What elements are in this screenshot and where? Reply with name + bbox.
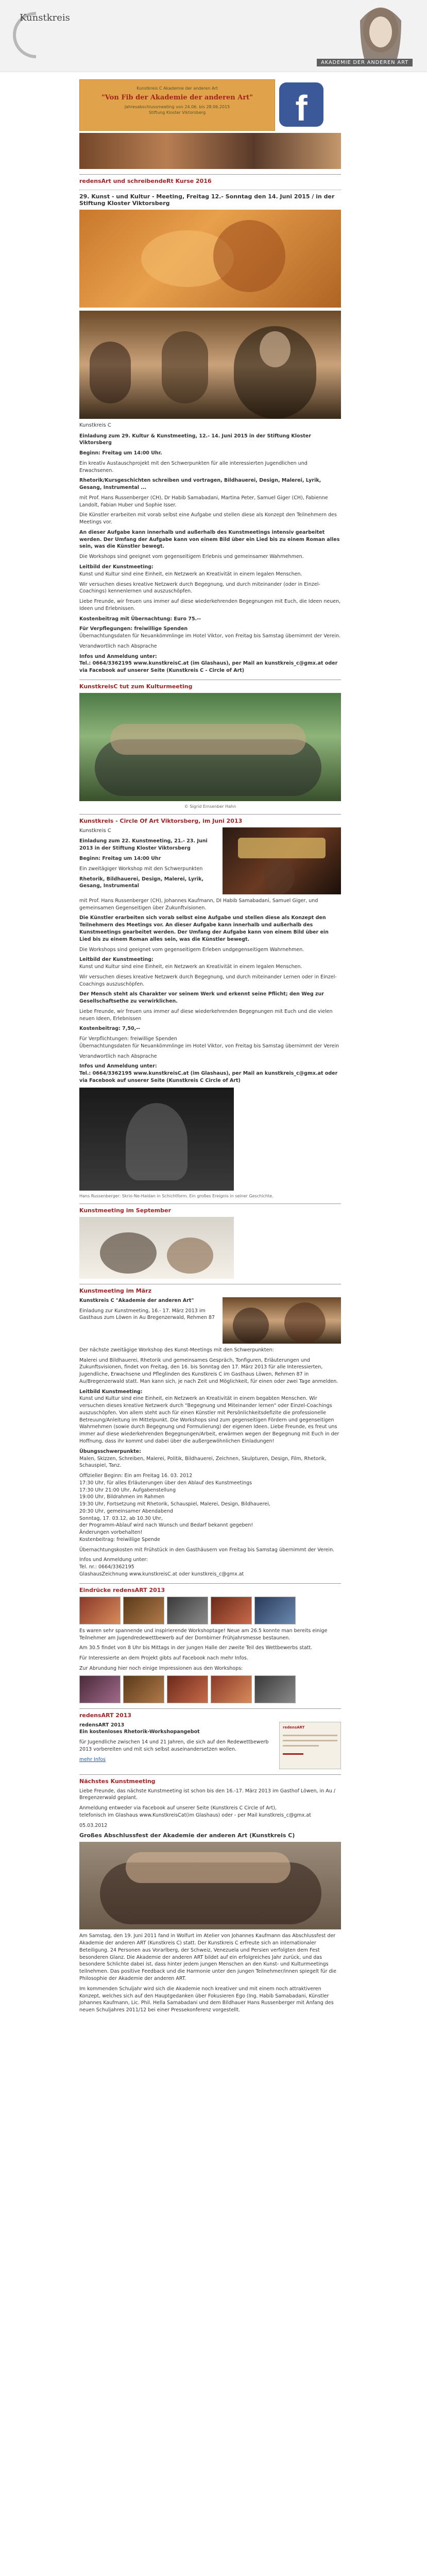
header-portrait <box>324 0 417 67</box>
photo-meeting-participants <box>79 311 341 419</box>
banner-photo-strip <box>79 133 341 169</box>
section-3-p8: Der Mensch steht als Charakter vor seinem Werk und erkennt seine Pflicht; den Weg zur Gesellschaftsethe zu verwirklichen. <box>79 991 324 1005</box>
section-3-p14-label: Infos und Anmeldung unter: <box>79 1063 157 1070</box>
thumbnail-row-2 <box>79 1675 341 1703</box>
section-1-p9: Liebe Freunde, wir freuen uns immer auf diese wiederkehrenden Begegnungen mit Euch, die Ideen neuen, Ideen und Erlebnissen. <box>79 599 341 612</box>
section-5-text <box>79 1297 218 1325</box>
section-3-p4: Die Künstler erarbeiten sich vorab selbst eine Aufgabe und stellen diese als Konzept den Teilnehmern des Meetings vor. An dieser Aufgabe kann innerhalb und außerhalb des Kunstmeetings gearbeitet werden. Der Umfang der Aufgabe kann von einem Bild über ein Lied bis zu einem Roman alles sein, was die Künstler bewegt. <box>79 915 329 942</box>
thumbnail-image[interactable] <box>167 1597 208 1624</box>
section-3-p3: mit Prof. Hans Russenberger (CH), Johannes Kaufmann, DI Habib Samabadani, Samuel Giger, und gemeinsamen Gegenseitigen über Zukunftvisionen. <box>79 897 318 911</box>
more-info-link[interactable]: mehr Infos <box>79 1756 106 1762</box>
divider <box>79 814 341 815</box>
brand-name[interactable]: Kunstkreis <box>20 12 70 23</box>
thumbnail-image[interactable] <box>254 1597 296 1624</box>
thumbnail-image[interactable] <box>79 1597 121 1624</box>
section-3-contact[interactable]: Tel.: 0664/3362195 www.kunstkreisC.at (im Glashaus), per Mail an kunstkreis_c@gmx.at oder via Facebook auf unserer Seite (Kunstkreis C Circle of Art) <box>79 1071 338 1084</box>
section-6-p4: Zur Abrundung hier noch einige Impressionen aus den Workshops: <box>79 1665 243 1671</box>
section-5-photo-wrap <box>223 1297 341 1347</box>
section-5-p4: Malen, Skizzen, Schreiben, Malerei, Politik, Bildhauerei, Zeichnen, Skulpturen, Design, Film, Rhetorik, Schauspiel, Tanz. <box>79 1455 327 1469</box>
section-3-p6-label: Leitbild der Kunstmeeting: <box>79 957 153 963</box>
thumbnail-image[interactable] <box>123 1597 164 1624</box>
main-content <box>79 77 341 2017</box>
facebook-icon[interactable]: f <box>279 82 323 127</box>
thumbnail-image[interactable] <box>211 1597 252 1624</box>
section-5-p2: Malerei und Bildhauerei, Rhetorik und gemeinsames Gespräch, Tonfiguren, Erläuterungen und Zukunftsvisionen, findet von Freitag, den 16. bis Sonntag den 17. März 2013 für alle Interessierten, Jugendliche, Erwachsene und Pfleglinden des Kunstkreis C im Gasthaus Löwen, Rehmen 87 in Au/Bregenzerwald statt. Man kann sich, je nach Zeit und Möglichkeit, für einen oder zwei Tage anmelden. <box>79 1357 338 1384</box>
thumbnail-image[interactable] <box>211 1675 252 1703</box>
thumbnail-image[interactable] <box>254 1675 296 1703</box>
section-3-p7: Wir versuchen dieses kreative Netzwerk durch Begegnung, und durch miteinander Lernen oder in Einzel-Coachings auszuschöpfen. <box>79 974 337 987</box>
section-3-p2: Rhetorik, Bildhauerei, Design, Malerei, Lyrik, Gesang, Instrumental <box>79 876 204 889</box>
section-5-p5: Offizieller Beginn: Ein am Freitag 16. 03. 2012 17:30 Uhr, für alles Erläuterungen über den Ablauf des Kunstmeetings 17:30 Uhr 21:00 Uhr, Aufgabenstellung 19:00 Uhr, Bildrahmen im Rahmen 19:30 Uhr, Fortsetzung mit Rhetorik, Schauspiel, Malerei, Design, Bildhauerei, 20:30 Uhr, gemeinsamer Abendabend Sonntag, 17. 03.12, ab 10.30 Uhr, der Programm-Ablauf wird nach Wunsch und Bedarf bekannt gegeben! Änderungen vorbehalten! Kostenbeitrag: freiwillige Spende <box>79 1473 270 1543</box>
photo-workshop-table <box>79 1217 234 1279</box>
section-5-p6: Übernachtungskosten mit Frühstück in den Gasthäusern von Freitag bis Samstag übernimmt der Verein. <box>79 1547 335 1553</box>
section-1-p7-label: Leitbild der Kunstmeeting: <box>79 564 153 570</box>
section-title-abschlussfest[interactable]: Großes Abschlussfest der Akademie der anderen Art (Kunstkreis C) <box>79 1832 295 1839</box>
divider <box>79 1583 341 1584</box>
section-6-p2: Am 30.5 findet von 8 Uhr bis Mittags in der jungen Halle der zweite Teil des Wettbewerbs statt. <box>79 1645 313 1651</box>
section-1-p3: mit Prof. Hans Russenberger (CH), Dr Habib Samabadani, Martina Peter, Samuel Giger (CH), Fabienne Landolt, Fabian Huber und Sophie Isser. <box>79 495 328 508</box>
section-title-maerz[interactable]: Kunstmeeting im März <box>79 1287 152 1294</box>
site-header <box>0 0 427 72</box>
section-8-p3[interactable]: telefonisch im Glashaus www.KunstkreisCat(im Glashaus) oder - per Mail kunstkreis_c@gmx.at <box>79 1812 311 1818</box>
poster-line <box>283 1735 337 1736</box>
section-1-p8: Wir versuchen dieses kreative Netzwerk durch Begegnung, und durch miteinander (oder in Einzel-Coachings) kennenlernen und auszuschöpfen. <box>79 581 320 595</box>
section-title-kurse-2016[interactable]: redensArt und schreibendeRt Kurse 2016 <box>79 178 212 184</box>
section-7-body <box>79 1722 341 1769</box>
photo-caption: Hans Russenberger: Skrio-Ne-Haldan in Schichtform. Ein großes Ereignis in seiner Geschichte. <box>79 1193 274 1198</box>
section-1-p10: Kostenbeitrag mit Übernachtung: Euro 75.-- <box>79 616 201 622</box>
section-3-p1: Ein zweitägiger Workshop mit den Schwerpunkten <box>79 866 203 872</box>
banner-poster <box>79 79 275 131</box>
section-5-p1: Der nächste zweitägige Workshop des Kunst-Meetings mit den Schwerpunkten: <box>79 1347 274 1353</box>
banner-dates: Jahresabschlussmeeting von 24.06. bis 28.06.2015 <box>124 105 230 109</box>
section-6-p1: Es waren sehr spannende und inspirierende Workshoptage! Neue am 26.5 konnte man bereits einige Teilnehmer am Jugendredewettbewerb auf der Dornbirner Frühjahrsmesse bestaunen. <box>79 1628 328 1641</box>
section-title-naechstes[interactable]: Nächstes Kunstmeeting <box>79 1777 156 1785</box>
section-7-p1: redensART 2013 <box>79 1722 125 1728</box>
photo-sculpture-dark <box>79 1088 234 1191</box>
section-9-p2: Im kommenden Schuljahr wird sich die Akademie noch kreativer und mit einem noch attraktiveren Konzept, welches sich auf den Hauptgedanken über Fokusieren Ego (Ing. Habib Samabadani, Künstler Johannes Kaufmann, Lic. Phil. Hella Samabadani und dem Bildhauer Hans Russenberger mit Anfang des neuen Schuljahres 2011/12 bei einer Pressekonferenz vorgestellt. <box>79 1986 334 2013</box>
section-5-label: Kunstkreis C "Akademie der anderen Art" <box>79 1297 194 1303</box>
banner-title: "Von Fib der Akademie der anderen Art" <box>101 94 253 101</box>
section-1-p2: Rhetorik/Kursgeschichten schreiben und vortragen, Bildhauerei, Design, Malerei, Lyrik, Gesang, Instrumental ... <box>79 478 321 491</box>
section-5-p4-label: Übungsschwerpunkte: <box>79 1448 141 1454</box>
thumbnail-image[interactable] <box>167 1675 208 1703</box>
divider <box>79 1774 341 1775</box>
section-5-p3-label: Leitbild Kunstmeeting: <box>79 1388 143 1395</box>
section-9-p1: Am Samstag, den 19. Juni 2011 fand in Wolfurt im Atelier von Johannes Kaufmann das Abschlussfest der Akademie der anderen ART (Kunstkreis C) statt. Der Kunstkreis C erfreute sich an internationaler Beteiligung. 24 Personen aus Vorarlberg, der Schweiz, Venezuela und Persien verfolgten dem Fest besonderen Glanz. Die Akademie der anderen ART bildet auf ein erfolgreiches Jahr zurück, und das besondere Schlichte dabei ist, dass hinter jedem jungen Menschen an den Kunst- und Kulturmeetings teilnehmen. Das positive Feedback und die Harmonie unter den jungen Teilnehmer/innen spiegelt für die Philosophie der Akademie der anderen ART. <box>79 1933 337 1981</box>
section-3-p6: Kunst und Kultur sind eine Einheit, ein Netzwerk an Kreativität in einem legalen Menschen. <box>79 964 302 970</box>
section-title-eindruecke[interactable]: Eindrücke redensART 2013 <box>79 1586 165 1594</box>
section-5-contact[interactable]: Infos und Anmeldung unter: Tel. nr.: 0664/3362195 GlashausZeichnung www.kunstkreisC.at oder kunstkreis_c@gmx.at <box>79 1557 244 1577</box>
redensart-poster[interactable] <box>279 1722 341 1769</box>
section-3-photo-wrap <box>223 827 341 897</box>
section-1-p7: Kunst und Kultur sind eine Einheit, ein Netzwerk an Kreativität in einem legalen Menschen. <box>79 571 302 577</box>
section-heading-meeting-2015: 29. Kunst - und Kultur - Meeting, Freitag 12.- Sonntag den 14. Juni 2015 / in der Stiftung Kloster Viktorsberg <box>79 193 335 207</box>
section-8-p1: Liebe Freunde, das nächste Kunstmeeting ist schon bis den 16.-17. März 2013 im Gasthof Löwen, in Au / Bregenzerwald geplant. <box>79 1788 335 1801</box>
section-8-p2: Anmeldung entweder via Facebook auf unserer Seite (Kunstkreis C Circle of Art), <box>79 1805 277 1811</box>
section-5-row <box>79 1297 341 1347</box>
section-3-intro: Einladung zum 22. Kunstmeeting, 21.- 23. Juni 2013 in der Stiftung Kloster Viktorsberg <box>79 838 208 852</box>
section-title-circle-of-art-2013[interactable]: Kunstkreis - Circle Of Art Viktorsberg, im Juni 2013 <box>79 817 243 824</box>
photo-march-meeting <box>223 1297 341 1344</box>
section-1-p13: Verandwortlich nach Absprache <box>79 643 157 649</box>
photo-caption: © Sigrid Ernsenber Hahn <box>184 804 236 809</box>
section-3-begin: Beginn: Freitag um 14:00 Uhr <box>79 855 161 861</box>
section-title-september[interactable]: Kunstmeeting im September <box>79 1207 172 1214</box>
section-3-p12: Übernachtungsdaten für Neuankömmlinge im Hotel Viktor, von Freitag bis Samstag übernimmt der Verein <box>79 1043 339 1049</box>
section-3-p11: Für Verpflichtungen: freiwillige Spenden <box>79 1036 177 1042</box>
poster-title: redensART <box>283 1725 305 1730</box>
divider <box>79 1708 341 1709</box>
photo-abschlussfest <box>79 1842 341 1929</box>
site-tagline: AKADEMIE DER ANDEREN ART <box>317 59 413 66</box>
section-1-begin: Beginn: Freitag um 14:00 Uhr. <box>79 450 162 456</box>
poster-line <box>283 1745 319 1747</box>
section-1-p12: Übernachtungsdaten für Neuankömmlinge im Hotel Viktor, von Freitag bis Samstag übernimmt der Verein. <box>79 633 341 639</box>
section-1-label: Kunstkreis C <box>79 422 111 428</box>
banner-location: Stiftung Kloster Viktorsberg <box>148 110 206 115</box>
section-1-p4: Die Künstler erarbeiten mit vorab selbst eine Aufgabe und stellen diese als Konzept den Teilnehmern des Meetings vor. <box>79 512 337 526</box>
section-title-kulturmeeting[interactable]: KunstkreisC tut zum Kulturmeeting <box>79 683 193 690</box>
section-5-intro: Einladung zur Kunstmeeting, 16.- 17. März 2013 im Gasthaus zum Löwen in Au Bregenzerwald, Rehmen 87 <box>79 1308 215 1321</box>
section-3-p13: Verandwortlich nach Absprache <box>79 1053 157 1059</box>
section-1-p5: An dieser Aufgabe kann innerhalb und außerhalb des Kunstmeetings intensiv gearbeitet werden. Der Umfang der Aufgabe kann von einem Bild über ein Lied bis zu einem Roman alles sein, was die Künstler bewegt. <box>79 529 340 550</box>
section-1-p11: Für Verpflegungen: freiwillige Spenden <box>79 626 188 632</box>
section-1-p6: Die Workshops sind geeignet vom gegenseitigem Erlebnis und gemeinsamer Wahrnehmen. <box>79 554 304 560</box>
banner-line-1: Kunstkreis C Akademie der anderen Art <box>136 86 218 91</box>
section-1-intro: Einladung zum 29. Kultur & Kunstmeeting, 12.- 14. Juni 2015 in der Stiftung Kloster Viktorsberg <box>79 433 311 446</box>
photo-stage-performance <box>223 827 341 894</box>
photo-sculpture-closeup <box>79 210 341 308</box>
section-8-date: 05.03.2012 <box>79 1822 108 1828</box>
section-1-p14-label: Infos und Anmeldung unter: <box>79 653 157 659</box>
section-5-p3: Kunst und Kultur sind eine Einheit, ein Netzwerk an Kreativität in einem begabten Menschen. Wir versuchen dieses kreative Netzwerk durch "Begegnung und Miteinander lernen" oder Einzel-Coachings auszuschöpfen. Von allem steht auch für einen Künstler mit Persönlichkeitsdefizite die professionelle Betreuung/Anleitung im Mittelpunkt. Die Workshops sind zum gegenseitigen Fördern und gegenseitigen Wahrnehmen (sowie durch Begegnung und Formulierung) der eigenen Ideen. Liebe Freunde, es freut uns immer auf diese wiederkehrenden Begegnungen/Arbeit, erwärmen wegen der Begegnung mit Euch in der Hoffnung, dass ihr kommt und dabei über die außergewöhnlichen Einladungen! <box>79 1396 339 1444</box>
section-7-p2: Ein kostenloses Rhetorik-Workshopangebot <box>79 1729 200 1735</box>
section-3-p5: Die Workshops sind geeignet vom gegenseitigem Erleben undgegenseitigem Wahrnehmen. <box>79 946 304 953</box>
thumbnail-image[interactable] <box>79 1675 121 1703</box>
section-3-row <box>79 827 341 897</box>
section-title-redensart-2013[interactable]: redensART 2013 <box>79 1711 132 1719</box>
section-3-text <box>79 827 218 893</box>
thumbnail-row-1 <box>79 1597 341 1624</box>
thumbnail-image[interactable] <box>123 1675 164 1703</box>
section-3-label: Kunstkreis C <box>79 827 111 834</box>
section-3-p9: Liebe Freunde, wir freuen uns immer auf diese wiederkehrenden Begegnungen mit Euch und die vielen neuen Ideen, Erlebnissen <box>79 1008 333 1022</box>
event-banner[interactable] <box>79 79 341 131</box>
section-1-p1: Ein kreativ Austauschprojekt mit den Schwerpunkten für alle interessierten Jugendlichen und Erwachsenen. <box>79 460 308 473</box>
section-6-p3: Für Interessierte an dem Projekt gibts auf Facebook nach mehr Infos. <box>79 1655 248 1662</box>
poster-line <box>283 1753 303 1755</box>
section-3-p10: Kostenbeitrag: 7,50,-- <box>79 1026 141 1032</box>
divider <box>79 174 341 175</box>
photo-group-outdoor <box>79 693 341 801</box>
section-1-contact[interactable]: Tel.: 0664/3362195 www.kunstkreisC.at (im Glashaus), per Mail an kunstkreis_c@gmx.at oder via Facebook auf unserer Seite (Kunstkreis C - Circle of Art) <box>79 660 338 674</box>
poster-line <box>283 1740 337 1741</box>
section-7-p3: für Jugendliche zwischen 14 und 21 Jahren, die sich auf den Redewettbewerb 2013 vorbereiten und mit sich selbst auseinandersetzen wollen. <box>79 1739 269 1752</box>
